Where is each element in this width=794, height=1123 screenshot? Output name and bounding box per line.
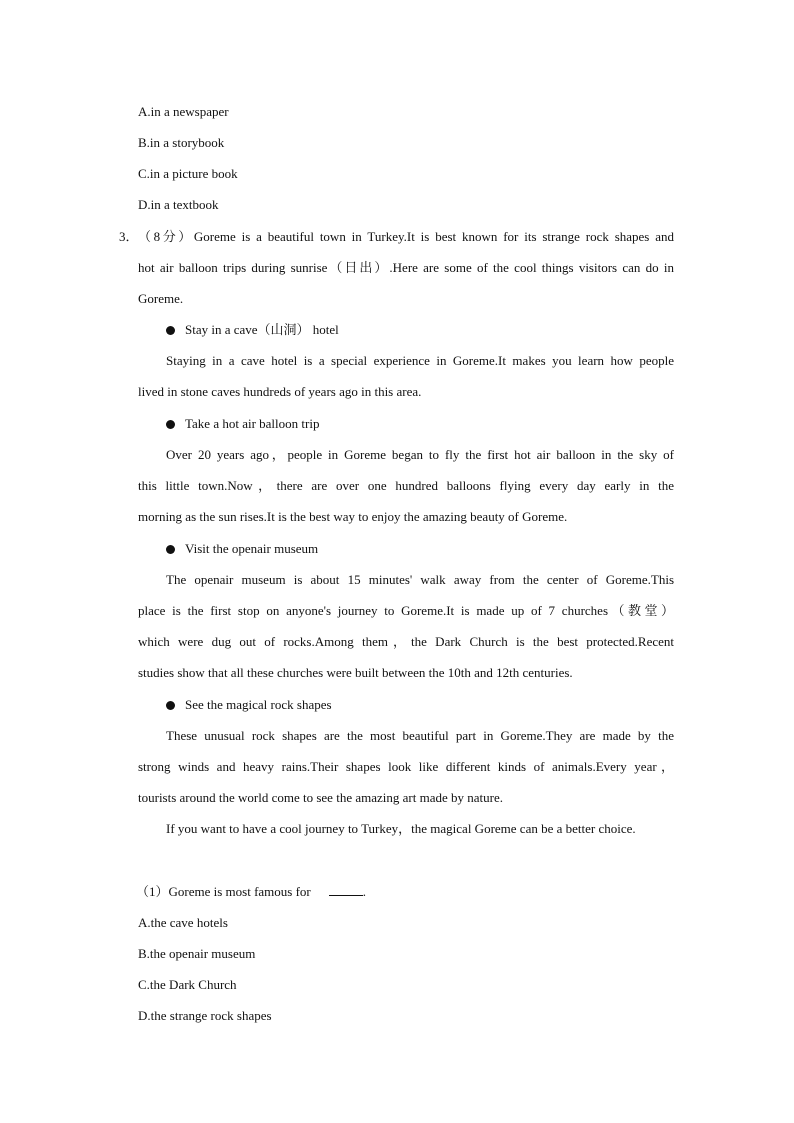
sub-question-end: . (362, 884, 367, 899)
paragraph-line: this little town.Now，there are over one hundred balloons flying every day early in the (138, 478, 674, 493)
bullet-icon (166, 420, 175, 429)
paragraph-line: morning as the sun rises.It is the best way to enjoy the amazing beauty of Goreme. (138, 509, 568, 524)
paragraph-line: which were dug out of rocks.Among them，the Dark Church is the best protected.Recent (138, 634, 674, 649)
section-heading-text: Stay in a cave（山洞） hotel (185, 322, 339, 337)
prev-option-a: A.in a newspaper (138, 104, 229, 119)
paragraph-line: studies show that all these churches were built between the 10th and 12th centuries. (138, 665, 573, 680)
sub-question-stem (136, 884, 672, 900)
intro-line: hot air balloon trips during sunrise（日出）.Here are some of the cool things visitors can do in (138, 260, 674, 275)
paragraph-line: Over 20 years ago，people in Goreme began to fly the first hot air balloon in the sky of (166, 447, 674, 462)
prev-option-b: B.in a storybook (138, 135, 225, 150)
section-heading-text: See the magical rock shapes (185, 697, 332, 712)
section-heading (166, 697, 332, 713)
paragraph-line: place is the first stop on anyone's journey to Goreme.It is made up of 7 churches（教堂） (138, 603, 674, 618)
bullet-icon (166, 701, 175, 710)
section-heading-text: Take a hot air balloon trip (185, 416, 320, 431)
sub-question-text: （1）Goreme is most famous for (136, 884, 311, 899)
bullet-icon (166, 545, 175, 554)
question-number: 3． (119, 229, 139, 244)
option-c: C.the Dark Church (138, 977, 237, 992)
section-heading (166, 541, 318, 557)
section-heading (166, 322, 339, 338)
paragraph-line: Staying in a cave hotel is a special experience in Goreme.It makes you learn how people (166, 353, 674, 368)
paragraph-line: lived in stone caves hundreds of years ago in this area. (138, 384, 422, 399)
paragraph-line: These unusual rock shapes are the most beautiful part in Goreme.They are made by the (166, 728, 674, 743)
answer-blank[interactable] (329, 884, 363, 896)
paragraph-line: strong winds and heavy rains.Their shapes look like different kinds of animals.Every year， (138, 759, 674, 774)
intro-line: Goreme. (138, 291, 184, 306)
section-heading (166, 416, 319, 432)
intro-line: （8分）Goreme is a beautiful town in Turkey.It is best known for its strange rock shapes and (138, 229, 674, 244)
option-a: A.the cave hotels (138, 915, 228, 930)
closing-paragraph: If you want to have a cool journey to Turkey，the magical Goreme can be a better choice. (166, 821, 636, 836)
paragraph-line: The openair museum is about 15 minutes' walk away from the center of Goreme.This (166, 572, 674, 587)
option-d: D.the strange rock shapes (138, 1008, 272, 1023)
bullet-icon (166, 326, 175, 335)
option-b: B.the openair museum (138, 946, 256, 961)
paragraph-line: tourists around the world come to see the amazing art made by nature. (138, 790, 503, 805)
prev-option-d: D.in a textbook (138, 197, 219, 212)
section-heading-text: Visit the openair museum (185, 541, 319, 556)
prev-option-c: C.in a picture book (138, 166, 238, 181)
